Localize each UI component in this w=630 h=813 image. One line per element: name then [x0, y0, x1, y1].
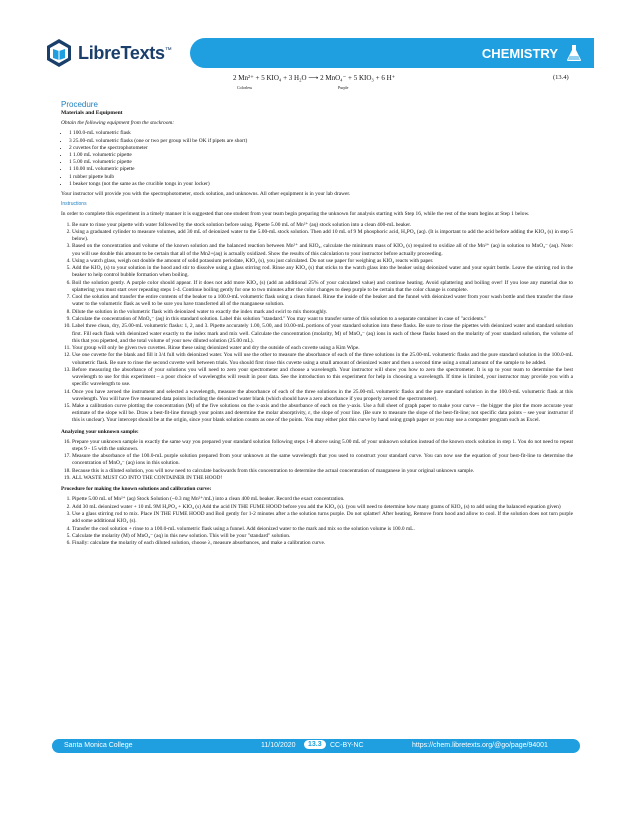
equipment-item: • 1 100.0-mL volumetric flask — [69, 130, 573, 137]
libretexts-logo[interactable] — [44, 36, 174, 70]
equipment-list — [61, 130, 573, 188]
procedure-title: Procedure — [61, 100, 98, 109]
unknown-step-item: 19. ALL WASTE MUST GO INTO THE CONTAINER IN THE HOOD! — [72, 475, 573, 482]
page-footer — [52, 739, 580, 753]
analyzing-heading: Analyzing your unknown sample: — [61, 428, 139, 435]
materials-heading: Materials and Equipment — [61, 110, 123, 117]
known-step-item: 3. Use a glass stirring rod to mix. Place IN THE FUME HOOD and Boil gently for 1-2 minutes after a the solution turns purple. Do not splatter! After heating, Remove from hood and allow to cool. If the solution does not turn purple add some additional KIO₄ (s). — [72, 511, 573, 525]
footer-page-number: 13.3 — [304, 740, 326, 749]
equipment-item: • 1 beaker tongs (not the same as the crucible tongs in your locker) — [69, 181, 573, 188]
step-item: 12. Use one cuvette for the blank and fill it 3/4 full with deionized water. You will use the other to measure the absorbance of each of the three solutions in the 25.00-mL volumetric flasks and the pure standard solution in the 100.0-mL volumetric flask. Be sure to rinse the second cuvette well between trials. You should first rinse this cuvette using a small amount of deionized water and then a second time using a small amount of the sample to be added. — [72, 352, 573, 366]
step-item: 8. Dilute the solution in the volumetric flask with deionized water to exactly the index mark and swirl to mix thoroughly. — [72, 309, 573, 316]
step-item: 3. Based on the concentration and volume of the known solution and the balanced reaction between Mn²⁺ and KIO₄, calculate the minimum mass of KIO₄ (s) required to oxidize all of the Mn²⁺ (aq) in solution to MnO₄⁻ (aq). Note: you will use double this amount to be certain that all of the Mn2+(aq) is actually oxidized. Show the results of this calculation to your instructor before actually proceeding. — [72, 243, 573, 257]
known-steps — [61, 496, 573, 547]
footer-url-link[interactable]: https://chem.libretexts.org/@go/page/94001 — [412, 741, 548, 749]
equipment-item: • 1 10.00 mL volumetric pipette — [69, 166, 573, 173]
step-item: 7. Cool the solution and transfer the entire contents of the beaker to a 100.0-mL volumetric flask using a clean funnel. Rinse the inside of the beaker and the funnel with deionized water from your wash bottle and then transfer the rinse water to the volumetric flask as well to be sure you have transferred all of the manganese solution. — [72, 294, 573, 308]
equipment-item: • 3 25.00-mL volumetric flasks (one or two per group will be OK if pipets are short) — [69, 138, 573, 145]
step-item: 5. Add the KIO₄ (s) to your solution in the hood and stir to dissolve using a glass stirring rod. Rinse any KIO₄ (s) that sticks to the watch glass into the beaker using deionized water and your squirt bottle. Leave the stirring rod in the beaker to help control bubble formation when boiling. — [72, 265, 573, 279]
procedure-steps — [61, 222, 573, 425]
known-step-item: 4. Transfer the cool solution + rinse to a 100.0-mL volumetric flask using a funnel. Add deionized water to the mark and mix so the solution volume is 100.0 mL. — [72, 526, 573, 533]
equation-text: 2 Mn²⁺ + 5 KIO₄ + 3 H₂O ⟶ 2 MnO₄⁻ + 5 KIO₃ + 6 H⁺ — [233, 74, 396, 82]
reaction-equation — [0, 72, 630, 94]
step-item: 11. Your group will only be given two cuvettes. Rinse these using deionized water and dry the outside of each cuvette using a Kim Wipe. — [72, 345, 573, 352]
instructor-note: Your instructor will provide you with the spectrophotometer, stock solution, and unknowns. All other equipment is in your lab drawer. — [61, 191, 351, 198]
step-item: 1. Be sure to rinse your pipette with water followed by the stock solution before using. Pipette 5.00 mL of Mn²⁺ (aq) stock solution into a clean 400-mL beaker. — [72, 222, 573, 229]
footer-college: Santa Monica College — [64, 741, 133, 749]
known-step-item: 2. Add 30 mL deionized water + 10 mL 9M H₃PO₄ + KIO₄ (s) Add the acid IN THE FUME HOOD before you add the KIO₄ (s). (you will need to determine how many grams of KIO₄ (s) to add using the balanced equation given) — [72, 504, 573, 511]
step-item: 4. Using a watch glass, weigh out double the amount of solid potassium periodate, KIO₄ (s), you just calculated. Do not use paper for weighing as KIO₄ reacts with paper. — [72, 258, 573, 265]
brand-name: LibreTexts™ — [78, 42, 172, 63]
step-item: 2. Using a graduated cylinder to measure volumes, add 30 mL of deionized water to the 5.00-mL stock solution. Then add 10 mL of 9 M phosphoric acid, H₃PO₄ (aq). (It is important to add the acid before adding the KIO₄ (s) in step 5 below). — [72, 229, 573, 243]
unknown-step-item: 17. Measure the absorbance of the 100.0-mL purple solution prepared from your unknown at the same wavelength that you used to construct your standard curve. You can now use the equation of your best-fit-line to determine the concentration of MnO₄⁻ (aq) ions in this solution. — [72, 453, 573, 467]
instructions-intro: In order to complete this experiment in a timely manner it is suggested that one student from your team begin preparing the unknown for analysis starting with Step 16, while the rest of the team begins at Step 1 below. — [61, 211, 530, 218]
equation-label-purple: Purple — [338, 85, 349, 90]
page-content — [61, 98, 573, 548]
step-item: 13. Before measuring the absorbance of your solutions you will need to zero your spectrometer and choose a wavelength. Your instructor will show you how to zero the spectrometer. It is up to your team to determine the best wavelength to use for this experiment – a poor choice of wavelengths will result in poor data. See the introduction to this experiment for help in choosing a wavelength. If time is limited, your instructor may provide you with a specific wavelength to use. — [72, 367, 573, 388]
unknown-steps — [61, 439, 573, 483]
unknown-step-item: 18. Because this is a diluted solution, you will now need to calculate backwards from this concentration to determine the actual concentration of manganese in your original unknown sample. — [72, 468, 573, 475]
step-item: 14. Once you have zeroed the instrument and selected a wavelength, measure the absorbance of each of the three solutions in the 25.00-mL volumetric flasks and the pure standard solution in the 100.0-mL volumetric flask at this wavelength. You will have five measured data points including the deionized water blank (which should have a zero absorbance if you properly zeroed the spectrometer). — [72, 389, 573, 403]
footer-date: 11/10/2020 — [261, 741, 296, 749]
equation-number: (13.4) — [553, 74, 569, 81]
subject-label: CHEMISTRY — [481, 45, 558, 61]
flask-icon — [566, 44, 582, 62]
equipment-item: • 1 1.00 mL volumetric pipette — [69, 152, 573, 159]
equipment-item: • 1 5.00 mL volumetric pipette — [69, 159, 573, 166]
libretexts-logo-icon — [44, 38, 74, 68]
step-item: 9. Calculate the concentration of MnO₄⁻ (aq) in this standard solution. Label this solution "standard." You may want to transfer some of this solution to a separate container in case of "accidents." — [72, 316, 573, 323]
footer-license: CC-BY-NC — [330, 741, 364, 749]
known-step-item: 5. Calculate the molarity (M) of MnO₄⁻ (aq) in this new solution. This will be your "standard" solution. — [72, 533, 573, 540]
instructions-heading: Instructions — [61, 201, 87, 208]
obtain-note: Obtain the following equipment from the stockroom: — [61, 120, 175, 127]
unknown-step-item: 16. Prepare your unknown sample in exactly the same way you prepared your standard solution following steps 1-8 above using 5.00 mL of your unknown solution instead of the known stock solution in step 1. You do not need to repeat steps 9 - 15 with the unknown. — [72, 439, 573, 453]
step-item: 10. Label three clean, dry, 25.00-mL volumetric flasks: 1, 2, and 3. Pipette accurately 1.00, 5.00, and 10.00-mL portions of your standard solution into these flasks. Be sure to rinse the pipettes with deionized water and standard solution first. Fill each flask with deionized water exactly to the index mark and mix well. Calculate the concentration (molarity, M) of MnO₄⁻ (aq) ions in each of these flasks based on the molarity of your standard solution, the volume of this that you pipetted, and the total volume of your new diluted solution (25.00 mL). — [72, 323, 573, 344]
known-step-item: 1. Pipette 5.00 mL of Mn²⁺ (aq) Stock Solution (~0.3 mg Mn²⁺/mL) into a clean 400 mL beaker. Record the exact concentration. — [72, 496, 573, 503]
step-item: 6. Boil the solution gently. A purple color should appear. If it does not add more KIO₄ (s) (add an additional 25% of your calculated value) and continue heating. Avoid splattering and boiling over! If you lose any material due to splattering you must start over repeating steps 1-4. Continue boiling gently for one to two minutes after the color changes to deep purple to be certain that the color change is complete. — [72, 280, 573, 294]
step-item: 15. Make a calibration curve plotting the concentration (M) of the five solutions on the x-axis and the absorbance of each on the y-axis. Use a full sheet of graph paper to make your curve – the bigger the plot the more accurate your estimate of the slope will be. Draw a best-fit-line through your points and determine the molar absorptivity, ε, the slope of your line. (Be sure to measure the slope of the best-fit-line; not specific data points – see your instructor if this is unclear). Your intercept should be at the origin, since your blank solution counts as one of the points. You may either plot this curve by hand using graph paper or you may use a computer program such as Excel. — [72, 403, 573, 424]
known-step-item: 6. Finally: calculate the molarity of each diluted solution, choose λ, measure absorbances, and make a calibration curve. — [72, 540, 573, 547]
subject-banner — [190, 38, 594, 68]
equation-label-colorless: Colorless — [237, 85, 253, 90]
equipment-item: • 2 cuvettes for the spectrophotometer — [69, 145, 573, 152]
known-procedure-heading: Procedure for making the known solutions and calibration curve: — [61, 486, 212, 493]
equipment-item: • 1 rubber pipette bulb — [69, 174, 573, 181]
